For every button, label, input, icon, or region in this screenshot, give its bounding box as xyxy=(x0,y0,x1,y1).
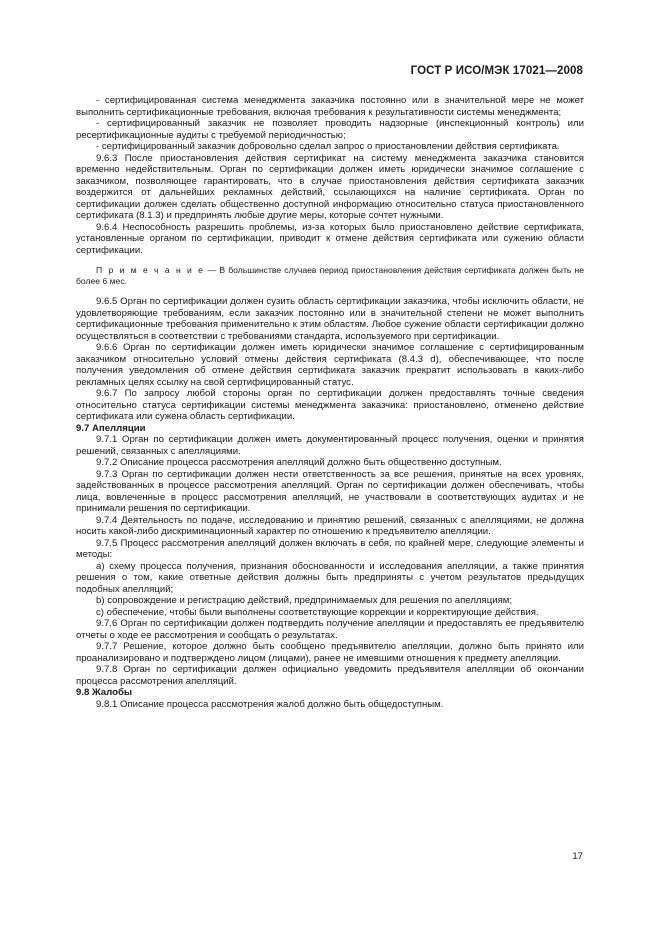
section-heading-9-8: 9.8 Жалобы xyxy=(76,687,133,698)
document-body xyxy=(76,95,584,710)
clause-9-7-2: 9.7.2 Описание процесса рассмотрения апелляций должно быть общественно доступным. xyxy=(96,457,502,468)
document-header: ГОСТ Р ИСО/МЭК 17021—2008 xyxy=(410,65,583,77)
clause-9-7-4: 9.7.4 Деятельность по подаче, исследованию и принятию решений, связанных с апелляциями, не должна носить какой-либо дискриминационный характер по отношению к предъявителю апелляции. xyxy=(76,514,584,537)
bullet-paragraph: - сертифицированная система менеджмента заказчика постоянно или в значительной мере не может выполнить сертификационные требования, включая требования к результативности системы менеджмента; xyxy=(76,95,584,118)
clause-9-7-7: 9.7.7 Решение, которое должно быть сообщено предъявителю апелляции, должно быть принято или проанализировано и подтверждено лицом (лицами), ранее не имевшими отношения к предмету апелляции. xyxy=(76,641,584,664)
note-text: — В большинстве случаев период приостановления действия сертификата должен быть не более 6 мес. xyxy=(76,265,585,286)
clause-9-7-3: 9.7.3 Орган по сертификации должен нести ответственность за все решения, принятые на всех уровнях, задействованных в процессе рассмотрения апелляций. Орган по сертификации должен обеспечивать, чтобы лица, вовлеченные в процесс рассмотрения апелляций, не участвовали в соответствующих аудитах и не принимали решения по сертификации. xyxy=(76,468,584,514)
clause-9-6-3: 9.6.3 После приостановления действия сертификат на систему менеджмента заказчика становится временно недействительным. Орган по сертификации должен иметь юридически значимое соглашение с заказчиком, позволяющее гарантировать, что в случае приостановления действия сертификата заказчик воздержится от дальнейших рекламных действий, ссылающихся на наличие сертификата. Орган по сертификации должен сделать общественно доступной информацию относительно статуса приостановленного сертификата (8.1.3) и предпринять любые другие меры, которые сочтет нужными. xyxy=(76,152,584,221)
bullet-paragraph: - сертифицированный заказчик добровольно сделал запрос о приостановлении действия сертификата. xyxy=(96,141,560,152)
note xyxy=(76,265,584,287)
note-label: П р и м е ч а н и е xyxy=(96,265,205,275)
page-number: 17 xyxy=(572,851,583,862)
clause-9-6-4: 9.6.4 Неспособность разрешить проблемы, из-за которых было приостановлено действие сертификата, установленные органом по сертификации, приводит к отмене действия сертификата или сужению области сертификации. xyxy=(76,221,584,256)
list-item-a: a) схему процесса получения, признания обоснованности и исследования апелляции, а также принятия решения о том, какие ответные действия должны быть предприняты с учетом результатов предыдущих подобных апелляций; xyxy=(76,560,584,595)
clause-9-7-5: 9.7.5 Процесс рассмотрения апелляций должен включать в себя, по крайней мере, следующие элементы и методы: xyxy=(76,537,584,560)
clause-9-7-6: 9.7.6 Орган по сертификации должен подтвердить получение апелляции и предоставлять ее предъявителю отчеты о ходе ее рассмотрения и сообщать о результатах. xyxy=(76,618,584,641)
clause-9-7-8: 9.7.8 Орган по сертификации должен официально уведомить предъявителя апелляции об окончании процесса рассмотрения апелляций. xyxy=(76,664,584,687)
bullet-paragraph: - сертифицированный заказчик не позволяет проводить надзорные (инспекционный контроль) или ресертификационные аудиты с требуемой периодичностью; xyxy=(76,118,584,141)
section-heading-9-7: 9.7 Апелляции xyxy=(76,422,146,434)
clause-9-6-7: 9.6.7 По запросу любой стороны орган по сертификации должен предоставлять точные сведения относительно статуса сертификации системы менеджмента заказчика: приостановлено, отменено действие сертификата или сужена область сертификации. xyxy=(76,388,584,422)
clause-9-6-6: 9.6.6 Орган по сертификации должен иметь юридически значимое соглашение с сертифицированным заказчиком относительно условий отмены действия сертификата (8.4.3 d), обеспечивающее, что после получения уведомления об отмене действия сертификата заказчик прекратит использовать в каких-либо рекламных целях ссылку на свой сертифицированный статус. xyxy=(76,342,584,388)
clause-9-6-5: 9.6.5 Орган по сертификации должен сузить область сертификации заказчика, чтобы исключить области, не удовлетворяющие требованиям, если заказчик постоянно или в значительной степени не может выполнить сертификационные требования применительно к этим областям. Любое сужение области сертификации должно осуществляться в соответствии с требованиями стандарта, используемого при сертификации. xyxy=(76,296,584,342)
clause-9-8-1: 9.8.1 Описание процесса рассмотрения жалоб должно быть общедоступным. xyxy=(96,698,444,710)
list-item-b: b) сопровождение и регистрацию действий, предпринимаемых для решения по апелляциям; xyxy=(96,595,513,606)
list-item-c: c) обеспечение, чтобы были выполнены соответствующие коррекции и корректирующие действия. xyxy=(96,606,539,618)
clause-9-7-1: 9.7.1 Орган по сертификации должен иметь документированный процесс получения, оценки и принятия решений, связанных с апелляциями. xyxy=(76,434,584,457)
